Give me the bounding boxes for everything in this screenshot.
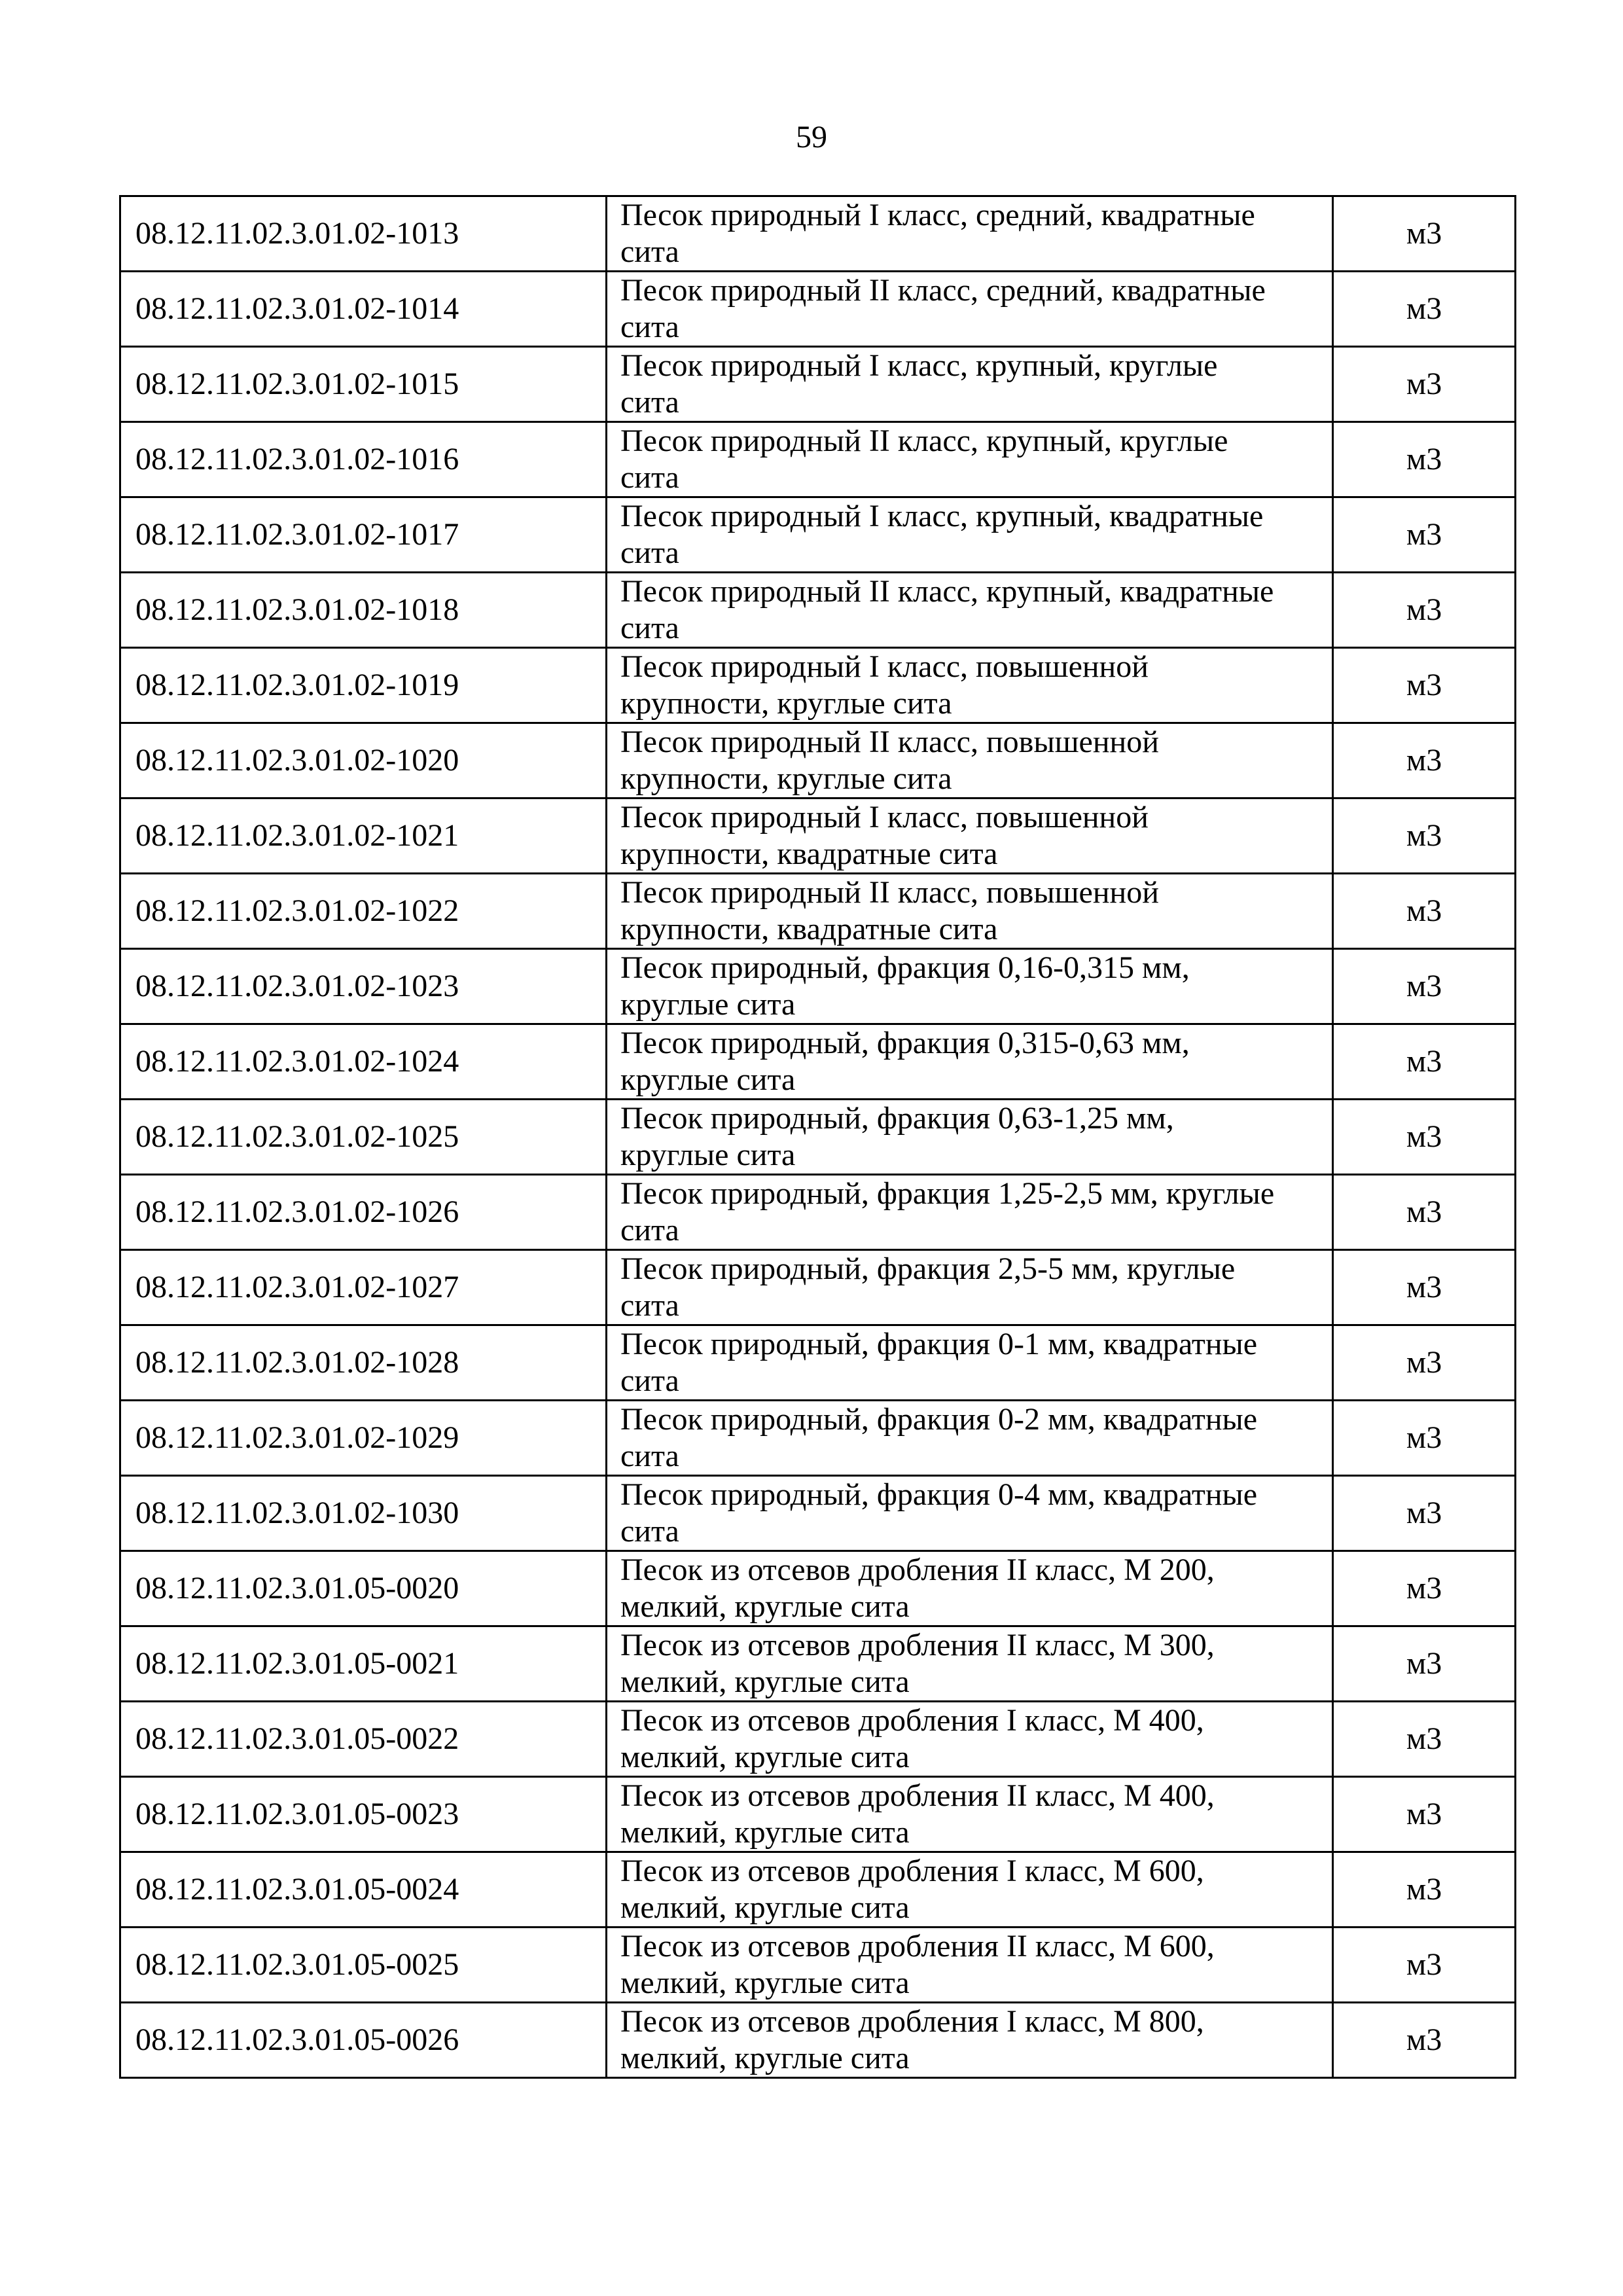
description-line: сита bbox=[620, 611, 679, 645]
page-number: 59 bbox=[796, 120, 827, 154]
table-row bbox=[120, 1702, 1516, 1777]
table-row bbox=[120, 573, 1516, 648]
row-code-cell: 08.12.11.02.3.01.05-0025 bbox=[120, 1928, 607, 2003]
row-description-cell bbox=[607, 1702, 1333, 1777]
row-code-cell: 08.12.11.02.3.01.02-1028 bbox=[120, 1325, 607, 1401]
row-unit-cell: м3 bbox=[1333, 1551, 1516, 1626]
description-line: Песок природный I класс, повышенной bbox=[620, 800, 1149, 834]
description-line: Песок природный, фракция 2,5-5 мм, круглые bbox=[620, 1251, 1236, 1286]
table-row bbox=[120, 723, 1516, 798]
row-unit-cell: м3 bbox=[1333, 1024, 1516, 1100]
description-line: Песок природный, фракция 0-2 мм, квадратные bbox=[620, 1402, 1258, 1437]
description-line: Песок из отсевов дробления II класс, М 400, bbox=[620, 1778, 1215, 1813]
description-line: мелкий, круглые сита bbox=[620, 2041, 910, 2075]
row-description-cell bbox=[607, 1100, 1333, 1175]
row-unit-cell: м3 bbox=[1333, 723, 1516, 798]
description-line: Песок природный, фракция 0-4 мм, квадратные bbox=[620, 1477, 1258, 1512]
row-unit-cell: м3 bbox=[1333, 648, 1516, 723]
row-unit-cell: м3 bbox=[1333, 272, 1516, 347]
row-code-cell: 08.12.11.02.3.01.02-1015 bbox=[120, 347, 607, 422]
row-code-cell: 08.12.11.02.3.01.05-0022 bbox=[120, 1702, 607, 1777]
table-row bbox=[120, 1928, 1516, 2003]
table-row bbox=[120, 949, 1516, 1024]
row-unit-cell: м3 bbox=[1333, 1928, 1516, 2003]
table-row bbox=[120, 1401, 1516, 1476]
row-description-cell bbox=[607, 1777, 1333, 1852]
row-description-cell bbox=[607, 949, 1333, 1024]
description-line: сита bbox=[620, 1363, 679, 1398]
row-code-cell: 08.12.11.02.3.01.05-0021 bbox=[120, 1626, 607, 1702]
row-code-cell: 08.12.11.02.3.01.02-1014 bbox=[120, 272, 607, 347]
description-line: сита bbox=[620, 1213, 679, 1247]
description-line: сита bbox=[620, 234, 679, 269]
row-unit-cell: м3 bbox=[1333, 1476, 1516, 1551]
row-code-cell: 08.12.11.02.3.01.02-1013 bbox=[120, 196, 607, 272]
description-line: Песок природный II класс, средний, квадратные bbox=[620, 273, 1266, 308]
row-unit-cell: м3 bbox=[1333, 1626, 1516, 1702]
description-line: Песок природный II класс, повышенной bbox=[620, 875, 1159, 910]
row-unit-cell: м3 bbox=[1333, 1100, 1516, 1175]
table-row bbox=[120, 1175, 1516, 1250]
row-description-cell bbox=[607, 422, 1333, 497]
row-description-cell bbox=[607, 497, 1333, 573]
row-code-cell: 08.12.11.02.3.01.02-1019 bbox=[120, 648, 607, 723]
description-line: мелкий, круглые сита bbox=[620, 1589, 910, 1624]
table-row bbox=[120, 196, 1516, 272]
row-unit-cell: м3 bbox=[1333, 1401, 1516, 1476]
row-code-cell: 08.12.11.02.3.01.02-1020 bbox=[120, 723, 607, 798]
description-line: сита bbox=[620, 385, 679, 420]
table-row bbox=[120, 648, 1516, 723]
row-code-cell: 08.12.11.02.3.01.02-1026 bbox=[120, 1175, 607, 1250]
row-code-cell: 08.12.11.02.3.01.02-1023 bbox=[120, 949, 607, 1024]
description-line: крупности, квадратные сита bbox=[620, 912, 998, 946]
row-description-cell bbox=[607, 272, 1333, 347]
description-line: крупности, круглые сита bbox=[620, 761, 952, 796]
row-code-cell: 08.12.11.02.3.01.02-1016 bbox=[120, 422, 607, 497]
description-line: сита bbox=[620, 1439, 679, 1473]
description-line: Песок природный, фракция 0,63-1,25 мм, bbox=[620, 1101, 1174, 1136]
description-line: Песок из отсевов дробления II класс, М 200, bbox=[620, 1552, 1215, 1587]
row-description-cell bbox=[607, 1175, 1333, 1250]
row-code-cell: 08.12.11.02.3.01.02-1021 bbox=[120, 798, 607, 874]
description-line: Песок природный, фракция 1,25-2,5 мм, круглые bbox=[620, 1176, 1275, 1211]
table-row bbox=[120, 1024, 1516, 1100]
row-unit-cell: м3 bbox=[1333, 497, 1516, 573]
description-line: сита bbox=[620, 310, 679, 344]
description-line: сита bbox=[620, 1288, 679, 1323]
materials-table bbox=[119, 195, 1516, 2079]
description-line: мелкий, круглые сита bbox=[620, 1664, 910, 1699]
table-row bbox=[120, 874, 1516, 949]
table-row bbox=[120, 1250, 1516, 1325]
row-code-cell: 08.12.11.02.3.01.05-0020 bbox=[120, 1551, 607, 1626]
description-line: сита bbox=[620, 1514, 679, 1549]
description-line: мелкий, круглые сита bbox=[620, 1815, 910, 1850]
description-line: Песок из отсевов дробления I класс, М 800, bbox=[620, 2004, 1204, 2039]
row-unit-cell: м3 bbox=[1333, 347, 1516, 422]
row-description-cell bbox=[607, 798, 1333, 874]
row-description-cell bbox=[607, 874, 1333, 949]
description-line: круглые сита bbox=[620, 1138, 796, 1172]
row-code-cell: 08.12.11.02.3.01.02-1027 bbox=[120, 1250, 607, 1325]
row-unit-cell: м3 bbox=[1333, 874, 1516, 949]
table-row bbox=[120, 497, 1516, 573]
table-row bbox=[120, 272, 1516, 347]
description-line: Песок природный II класс, крупный, квадратные bbox=[620, 574, 1274, 609]
row-unit-cell: м3 bbox=[1333, 1250, 1516, 1325]
row-code-cell: 08.12.11.02.3.01.05-0026 bbox=[120, 2003, 607, 2078]
description-line: Песок природный II класс, повышенной bbox=[620, 725, 1159, 759]
table-row bbox=[120, 798, 1516, 874]
row-description-cell bbox=[607, 1325, 1333, 1401]
row-code-cell: 08.12.11.02.3.01.02-1018 bbox=[120, 573, 607, 648]
table-row bbox=[120, 1551, 1516, 1626]
description-line: Песок из отсевов дробления II класс, М 300, bbox=[620, 1628, 1215, 1662]
table-row bbox=[120, 1100, 1516, 1175]
row-description-cell bbox=[607, 1928, 1333, 2003]
row-description-cell bbox=[607, 1551, 1333, 1626]
row-unit-cell: м3 bbox=[1333, 949, 1516, 1024]
description-line: сита bbox=[620, 460, 679, 495]
table-row bbox=[120, 2003, 1516, 2078]
description-line: Песок природный I класс, крупный, круглые bbox=[620, 348, 1218, 383]
row-description-cell bbox=[607, 1250, 1333, 1325]
row-code-cell: 08.12.11.02.3.01.02-1025 bbox=[120, 1100, 607, 1175]
row-description-cell bbox=[607, 2003, 1333, 2078]
description-line: круглые сита bbox=[620, 1062, 796, 1097]
table-row bbox=[120, 1626, 1516, 1702]
row-description-cell bbox=[607, 347, 1333, 422]
row-code-cell: 08.12.11.02.3.01.02-1029 bbox=[120, 1401, 607, 1476]
row-code-cell: 08.12.11.02.3.01.02-1024 bbox=[120, 1024, 607, 1100]
row-unit-cell: м3 bbox=[1333, 1777, 1516, 1852]
description-line: Песок из отсевов дробления I класс, М 400, bbox=[620, 1703, 1204, 1738]
description-line: крупности, квадратные сита bbox=[620, 836, 998, 871]
table-row bbox=[120, 1852, 1516, 1928]
row-description-cell bbox=[607, 573, 1333, 648]
row-unit-cell: м3 bbox=[1333, 2003, 1516, 2078]
row-description-cell bbox=[607, 1401, 1333, 1476]
description-line: мелкий, круглые сита bbox=[620, 1965, 910, 2000]
table-row bbox=[120, 347, 1516, 422]
row-description-cell bbox=[607, 723, 1333, 798]
description-line: Песок природный I класс, повышенной bbox=[620, 649, 1149, 684]
table-row bbox=[120, 1476, 1516, 1551]
row-code-cell: 08.12.11.02.3.01.05-0023 bbox=[120, 1777, 607, 1852]
description-line: крупности, круглые сита bbox=[620, 686, 952, 721]
table-row bbox=[120, 422, 1516, 497]
description-line: Песок природный II класс, крупный, круглые bbox=[620, 423, 1228, 458]
table-row bbox=[120, 1325, 1516, 1401]
row-code-cell: 08.12.11.02.3.01.02-1017 bbox=[120, 497, 607, 573]
description-line: Песок природный, фракция 0-1 мм, квадратные bbox=[620, 1327, 1258, 1361]
description-line: Песок природный, фракция 0,315-0,63 мм, bbox=[620, 1026, 1190, 1060]
row-description-cell bbox=[607, 648, 1333, 723]
row-unit-cell: м3 bbox=[1333, 1702, 1516, 1777]
description-line: мелкий, круглые сита bbox=[620, 1890, 910, 1925]
description-line: сита bbox=[620, 535, 679, 570]
row-unit-cell: м3 bbox=[1333, 196, 1516, 272]
row-description-cell bbox=[607, 1852, 1333, 1928]
row-description-cell bbox=[607, 1024, 1333, 1100]
row-code-cell: 08.12.11.02.3.01.05-0024 bbox=[120, 1852, 607, 1928]
description-line: круглые сита bbox=[620, 987, 796, 1022]
row-unit-cell: м3 bbox=[1333, 422, 1516, 497]
row-unit-cell: м3 bbox=[1333, 1175, 1516, 1250]
row-description-cell bbox=[607, 1476, 1333, 1551]
row-description-cell bbox=[607, 1626, 1333, 1702]
description-line: Песок природный, фракция 0,16-0,315 мм, bbox=[620, 950, 1190, 985]
description-line: Песок природный I класс, средний, квадратные bbox=[620, 198, 1255, 232]
row-unit-cell: м3 bbox=[1333, 1852, 1516, 1928]
row-unit-cell: м3 bbox=[1333, 1325, 1516, 1401]
row-description-cell bbox=[607, 196, 1333, 272]
row-code-cell: 08.12.11.02.3.01.02-1030 bbox=[120, 1476, 607, 1551]
row-unit-cell: м3 bbox=[1333, 573, 1516, 648]
description-line: Песок из отсевов дробления I класс, М 600, bbox=[620, 1854, 1204, 1888]
row-code-cell: 08.12.11.02.3.01.02-1022 bbox=[120, 874, 607, 949]
description-line: мелкий, круглые сита bbox=[620, 1740, 910, 1774]
table-body bbox=[120, 196, 1516, 2078]
row-unit-cell: м3 bbox=[1333, 798, 1516, 874]
table-row bbox=[120, 1777, 1516, 1852]
description-line: Песок природный I класс, крупный, квадратные bbox=[620, 499, 1264, 533]
description-line: Песок из отсевов дробления II класс, М 600, bbox=[620, 1929, 1215, 1964]
